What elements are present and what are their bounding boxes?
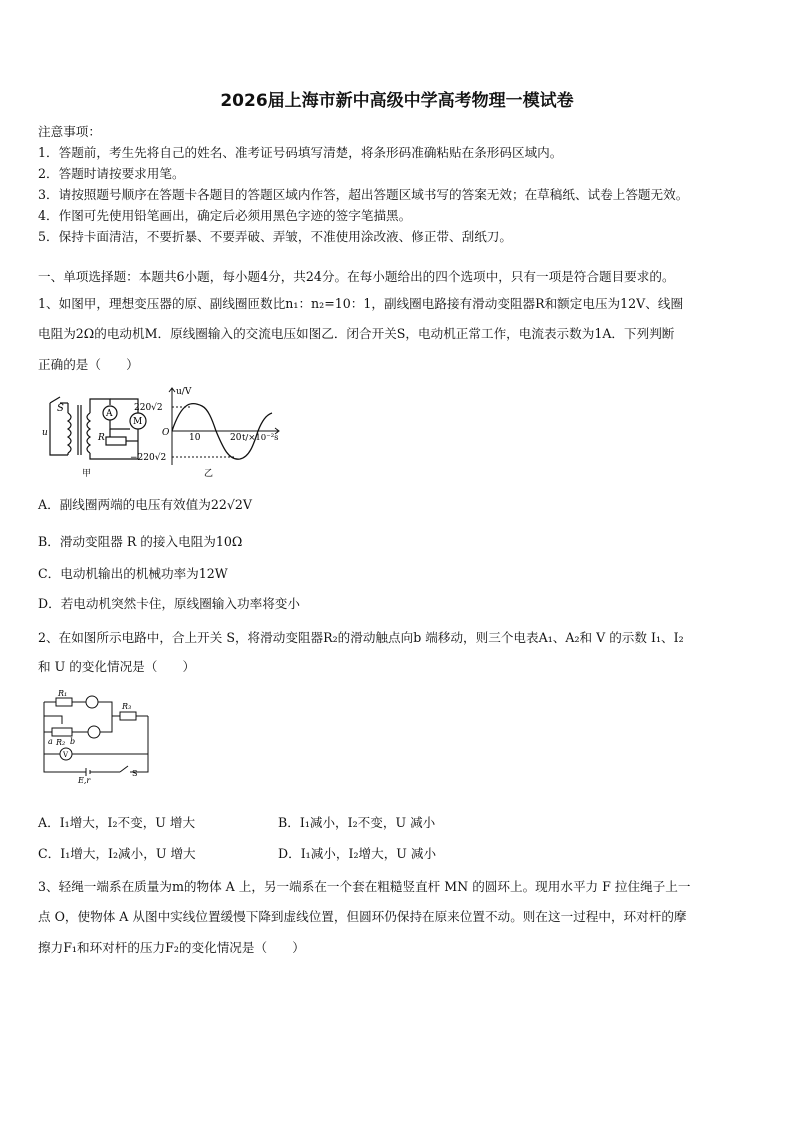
question-2-option-d[interactable]: D．I₁减小，I₂增大，U 减小 bbox=[278, 846, 437, 861]
r1-label: R₁ bbox=[58, 689, 68, 698]
switch-label: S bbox=[57, 403, 64, 414]
y-max-label: 220√2 bbox=[134, 403, 163, 413]
question-3-text: 3、轻绳一端系在质量为m的物体 A 上，另一端系在一个套在粗糙竖直杆 MN 的圆环上。现用水平力 F 拉住绳子上一 bbox=[38, 879, 691, 894]
origin-label: O bbox=[162, 428, 170, 438]
x-tick-20: 20 bbox=[230, 433, 242, 443]
question-1-option-c[interactable]: C．电动机输出的机械功率为12W bbox=[38, 566, 228, 581]
note-item: 4．作图可先使用铅笔画出，确定后必须用黑色字迹的签字笔描黑。 bbox=[38, 208, 412, 223]
question-3-text: 点 O，使物体 A 从图中实线位置缓慢下降到虚线位置，但圆环仍保持在原来位置不动。则在这一过程中，环对杆的摩 bbox=[38, 909, 687, 924]
note-item: 5．保持卡面清洁，不要折暴、不要弄破、弄皱，不准使用涂改液、修正带、刮纸刀。 bbox=[38, 229, 512, 244]
figure-yi-label: 乙 bbox=[204, 469, 214, 479]
switch-label: S bbox=[132, 769, 138, 778]
question-2-row-ab bbox=[38, 812, 436, 831]
question-2-row-cd bbox=[38, 843, 437, 862]
y-axis-label: u/V bbox=[176, 387, 192, 397]
r3-label: R₃ bbox=[122, 702, 132, 711]
question-2-option-a[interactable]: A．I₁增大，I₂不变，U 增大 bbox=[38, 815, 196, 830]
note-item: 1．答题前，考生先将自己的姓名、准考证号码填写清楚，将条形码准确粘贴在条形码区域内。 bbox=[38, 145, 563, 160]
question-1-option-b[interactable]: B．滑动变阻器 R 的接入电阻为10Ω bbox=[38, 534, 243, 549]
question-3-text: 擦力F₁和环对杆的压力F₂的变化情况是（ ） bbox=[38, 940, 305, 955]
question-1-text: 电阻为2Ω的电动机M．原线圈输入的交流电压如图乙．闭合开关S，电动机正常工作，电流表示数为1A．下列判断 bbox=[38, 326, 675, 341]
motor-label: M bbox=[133, 417, 143, 427]
voltmeter-label: V bbox=[63, 751, 69, 759]
notes-heading: 注意事项： bbox=[38, 124, 101, 139]
question-1-text: 正确的是（ ） bbox=[38, 357, 139, 372]
x-tick-10: 10 bbox=[189, 433, 201, 443]
note-item: 2．答题时请按要求用笔。 bbox=[38, 166, 185, 181]
question-2-option-b[interactable]: B．I₁减小，I₂不变，U 减小 bbox=[278, 815, 436, 830]
question-1-text: 1、如图甲，理想变压器的原、副线圈匝数比n₁：n₂=10：1，副线圈电路接有滑动变阻器R和额定电压为12V、线圈 bbox=[38, 296, 684, 311]
page-title: 2026届上海市新中高级中学高考物理一模试卷 bbox=[220, 91, 574, 111]
voltage-label: u bbox=[42, 428, 48, 438]
ammeter-label: A bbox=[106, 409, 113, 419]
y-min-label: −220√2 bbox=[130, 453, 167, 463]
rheostat-label: R bbox=[98, 433, 105, 443]
battery-label: E,r bbox=[78, 776, 91, 784]
question-2-option-c[interactable]: C．I₁增大，I₂减小，U 增大 bbox=[38, 846, 196, 861]
terminal-b-label: b bbox=[70, 737, 76, 746]
note-item: 3．请按照题号顺序在答题卡各题目的答题区域内作答，超出答题区域书写的答案无效；在草稿纸、试卷上答题无效。 bbox=[38, 187, 689, 202]
question-1-option-d[interactable]: D．若电动机突然卡住，原线圈输入功率将变小 bbox=[38, 596, 300, 611]
x-axis-label: t/×10⁻²s bbox=[242, 433, 279, 443]
question-1-option-a[interactable]: A．副线圈两端的电压有效值为22√2V bbox=[38, 497, 252, 512]
figure-jia-label: 甲 bbox=[82, 469, 92, 479]
question-2-figure bbox=[40, 686, 152, 784]
question-2-text: 和 U 的变化情况是（ ） bbox=[38, 659, 196, 674]
question-2-text: 2、在如图所示电路中，合上开关 S，将滑动变阻器R₂的滑动触点向b 端移动，则三个电表A₁、A₂和 V 的示数 I₁、I₂ bbox=[38, 630, 684, 645]
terminal-a-label: a bbox=[48, 737, 53, 746]
r2-label: R₂ bbox=[56, 738, 66, 747]
question-1-figure bbox=[40, 383, 290, 479]
section-heading: 一、单项选择题：本题共6小题，每小题4分，共24分。在每小题给出的四个选项中，只有一项是符合题目要求的。 bbox=[38, 269, 675, 284]
